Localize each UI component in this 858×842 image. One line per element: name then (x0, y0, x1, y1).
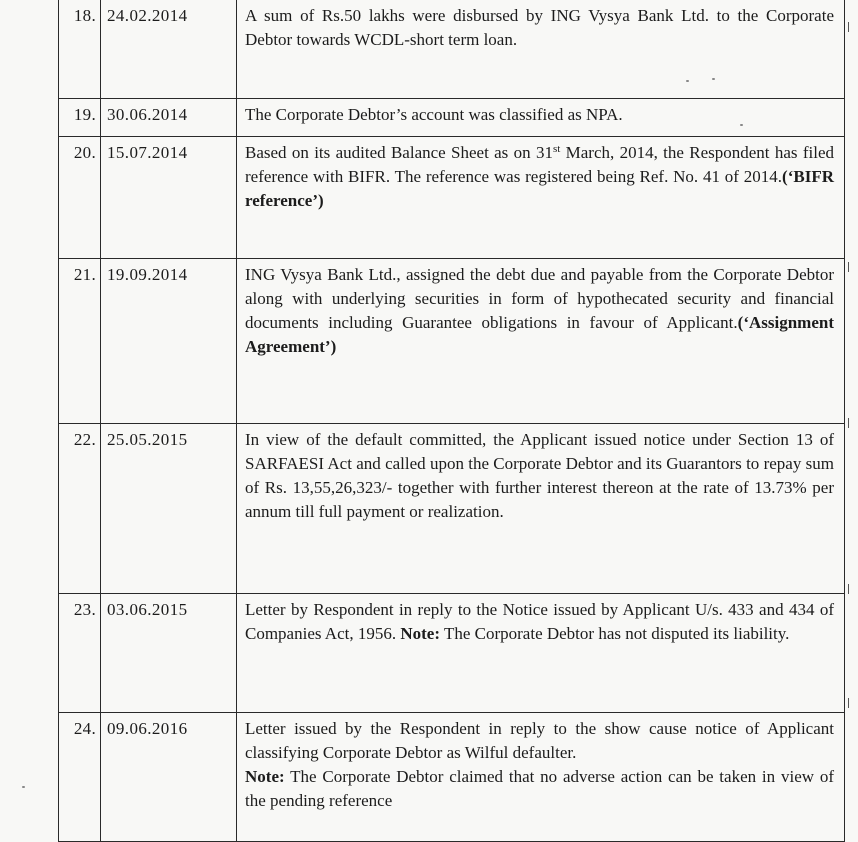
row-date: 19.09.2014 (101, 259, 237, 424)
scan-edge-mark (848, 418, 858, 428)
description-text: A sum of Rs.50 lakhs were disbursed by ING Vysya Bank Ltd. to the Corporate Debtor towards WCDL-short term loan. (245, 6, 834, 49)
scan-edge-mark (848, 698, 858, 708)
scan-edge-mark (848, 584, 858, 594)
row-date: 25.05.2015 (101, 424, 237, 594)
table-row (59, 594, 845, 713)
description-text: In view of the default committed, the Applicant issued notice under Section 13 of SARFAESI Act and called upon the Corporate Debtor and its Guarantors to repay sum of Rs. 13,55,26,323/- together with further interest thereon at the rate of 13.73% per annum till full payment or realization. (245, 430, 834, 521)
scan-speck (740, 124, 743, 126)
row-description (237, 137, 845, 259)
row-date: 03.06.2015 (101, 594, 237, 713)
table-row (59, 713, 845, 842)
scan-speck (686, 80, 689, 82)
scan-speck (712, 78, 715, 80)
defined-term: (‘Assignment Agreement’) (245, 313, 834, 356)
table-row (59, 99, 845, 137)
row-description (237, 424, 845, 594)
description-text: Letter by Respondent in reply to the Notice issued by Applicant U/s. 433 and 434 of Companies Act, 1956. (245, 600, 834, 643)
table-row (59, 137, 845, 259)
description-text: ING Vysya Bank Ltd., assigned the debt due and payable from the Corporate Debtor along with underlying securities in form of hypothecated security and financial documents including Guarantee obligations in favour of Applicant. (245, 265, 834, 332)
row-number: 19. (59, 99, 101, 137)
scan-speck (22, 786, 25, 788)
row-description (237, 99, 845, 137)
description-text: Letter issued by the Respondent in reply to the show cause notice of Applicant classifying Corporate Debtor as Wilful defaulter. (245, 719, 834, 762)
scan-edge-mark (848, 22, 858, 32)
row-number: 23. (59, 594, 101, 713)
scan-edge-mark (848, 262, 858, 272)
row-number: 18. (59, 0, 101, 99)
table-row (59, 424, 845, 594)
row-number: 22. (59, 424, 101, 594)
note-label: Note: (245, 767, 285, 786)
defined-term: (‘BIFR reference’) (245, 167, 834, 210)
ordinal-superscript: st (552, 143, 561, 155)
description-text: March, 2014, the Respondent has filed reference with BIFR. The reference was registered being Ref. No. 41 of 2014. (245, 143, 834, 186)
row-date: 30.06.2014 (101, 99, 237, 137)
row-number: 20. (59, 137, 101, 259)
row-date: 09.06.2016 (101, 713, 237, 842)
description-text: Based on its audited Balance Sheet as on 31 (245, 143, 553, 162)
row-description (237, 259, 845, 424)
description-text: The Corporate Debtor’s account was classified as NPA. (245, 105, 623, 124)
row-description (237, 594, 845, 713)
description-text: The Corporate Debtor claimed that no adverse action can be taken in view of the pending reference (245, 767, 834, 810)
chronology-table (58, 0, 845, 842)
row-description (237, 713, 845, 842)
description-text: The Corporate Debtor has not disputed its liability. (440, 624, 790, 643)
row-number: 24. (59, 713, 101, 842)
row-number: 21. (59, 259, 101, 424)
note-label: Note: (400, 624, 441, 643)
row-date: 15.07.2014 (101, 137, 237, 259)
row-date: 24.02.2014 (101, 0, 237, 99)
row-description (237, 0, 845, 99)
table-row (59, 0, 845, 99)
table-row (59, 259, 845, 424)
